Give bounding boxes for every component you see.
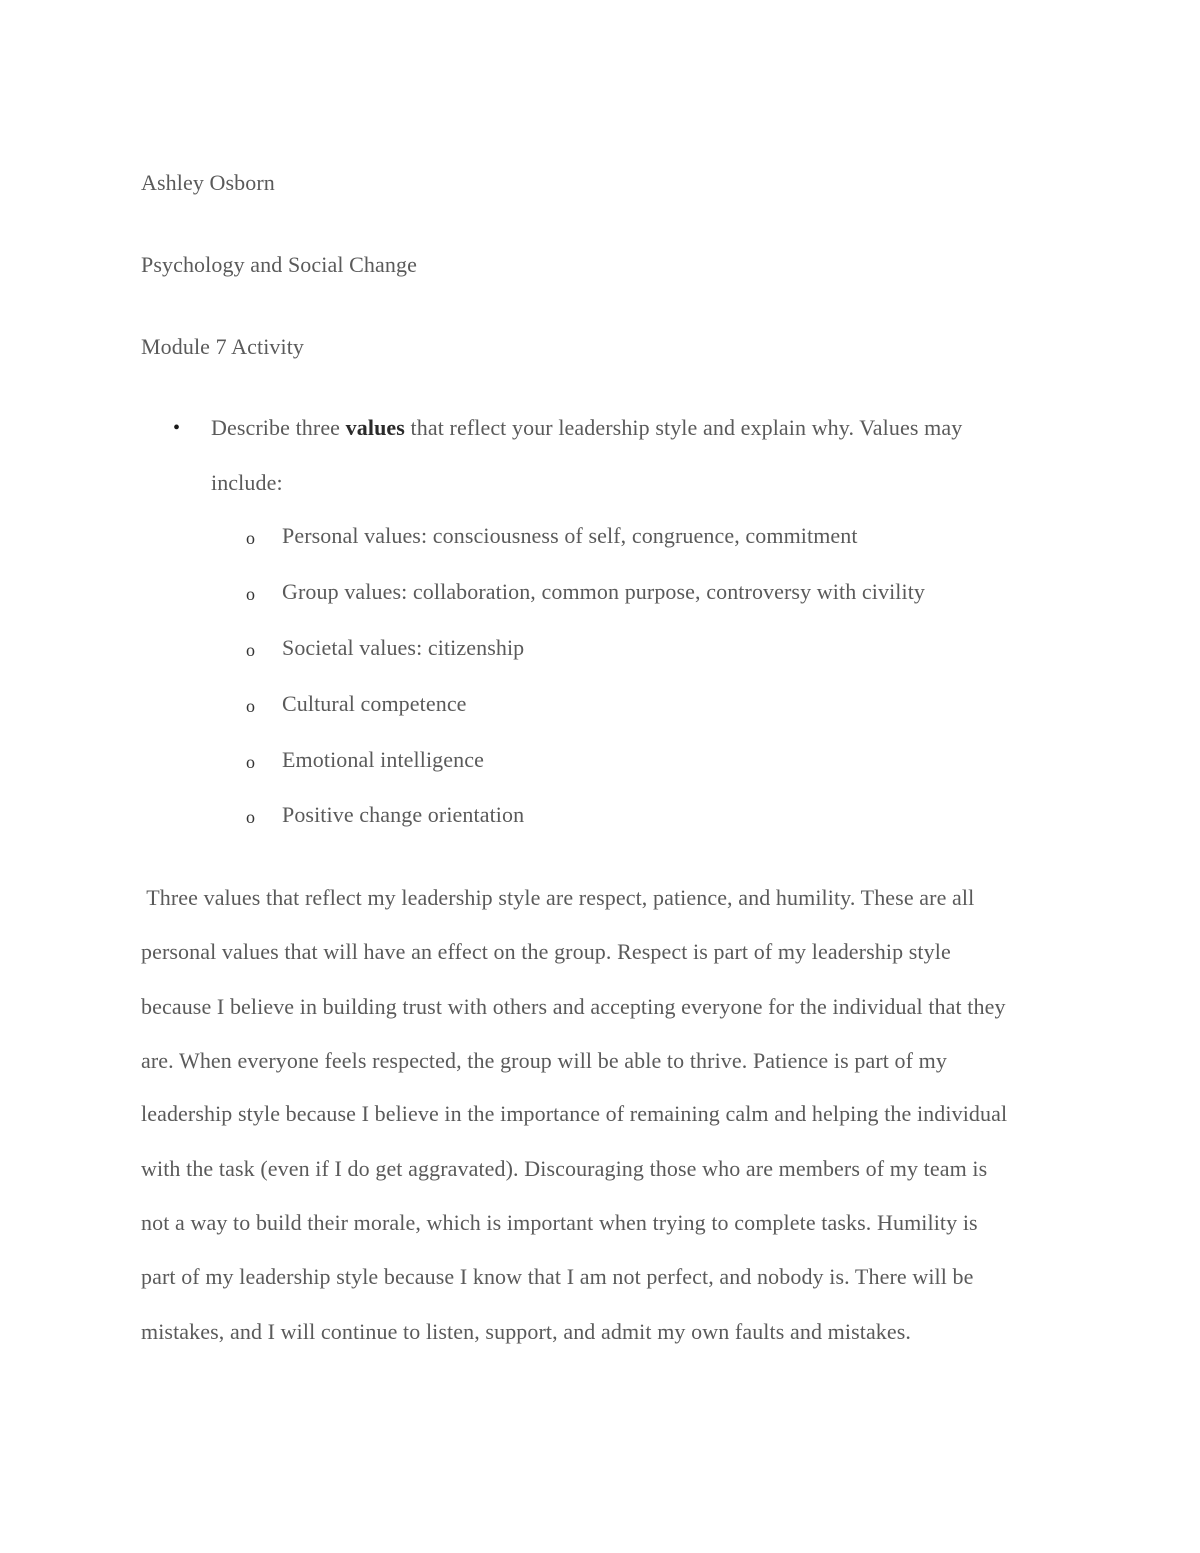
- sub-item: Personal values: consciousness of self, congruence, commitment: [282, 523, 858, 548]
- response-line: leadership style because I believe in the importance of remaining calm and helping the individual: [141, 1101, 1008, 1126]
- response-line: part of my leadership style because I know that I am not perfect, and nobody is. There will be: [141, 1264, 974, 1289]
- response-line: not a way to build their morale, which is important when trying to complete tasks. Humility is: [141, 1210, 978, 1235]
- sub-bullet-icon: o: [246, 752, 255, 772]
- bullet-icon: •: [173, 417, 181, 439]
- sub-item: Societal values: citizenship: [282, 635, 525, 660]
- prompt-text-before: Describe three: [211, 415, 346, 440]
- author-name: Ashley Osborn: [141, 170, 275, 195]
- response-line: because I believe in building trust with others and accepting everyone for the individual that they: [141, 994, 1006, 1019]
- course-title: Psychology and Social Change: [141, 252, 417, 277]
- sub-bullet-icon: o: [246, 584, 255, 604]
- prompt-text-after: that reflect your leadership style and explain why. Values may: [404, 415, 963, 440]
- response-line: are. When everyone feels respected, the group will be able to thrive. Patience is part of my: [141, 1048, 947, 1073]
- response-line: personal values that will have an effect on the group. Respect is part of my leadership style: [141, 939, 951, 964]
- sub-bullet-icon: o: [246, 528, 255, 548]
- sub-bullet-icon: o: [246, 640, 255, 660]
- sub-item: Positive change orientation: [282, 802, 525, 827]
- prompt-line-1: [211, 414, 962, 442]
- prompt-line-2: include:: [211, 470, 283, 495]
- sub-item: Group values: collaboration, common purpose, controversy with civility: [282, 579, 926, 604]
- sub-bullet-icon: o: [246, 807, 255, 827]
- response-line: with the task (even if I do get aggravated). Discouraging those who are members of my team is: [141, 1156, 988, 1181]
- sub-bullet-icon: o: [246, 696, 255, 716]
- sub-item: Emotional intelligence: [282, 747, 484, 772]
- assignment-title: Module 7 Activity: [141, 334, 305, 359]
- response-line: Three values that reflect my leadership style are respect, patience, and humility. These are all: [141, 885, 975, 910]
- sub-item: Cultural competence: [282, 691, 467, 716]
- prompt-bold-word: values: [345, 415, 405, 440]
- response-line: mistakes, and I will continue to listen, support, and admit my own faults and mistakes.: [141, 1319, 912, 1344]
